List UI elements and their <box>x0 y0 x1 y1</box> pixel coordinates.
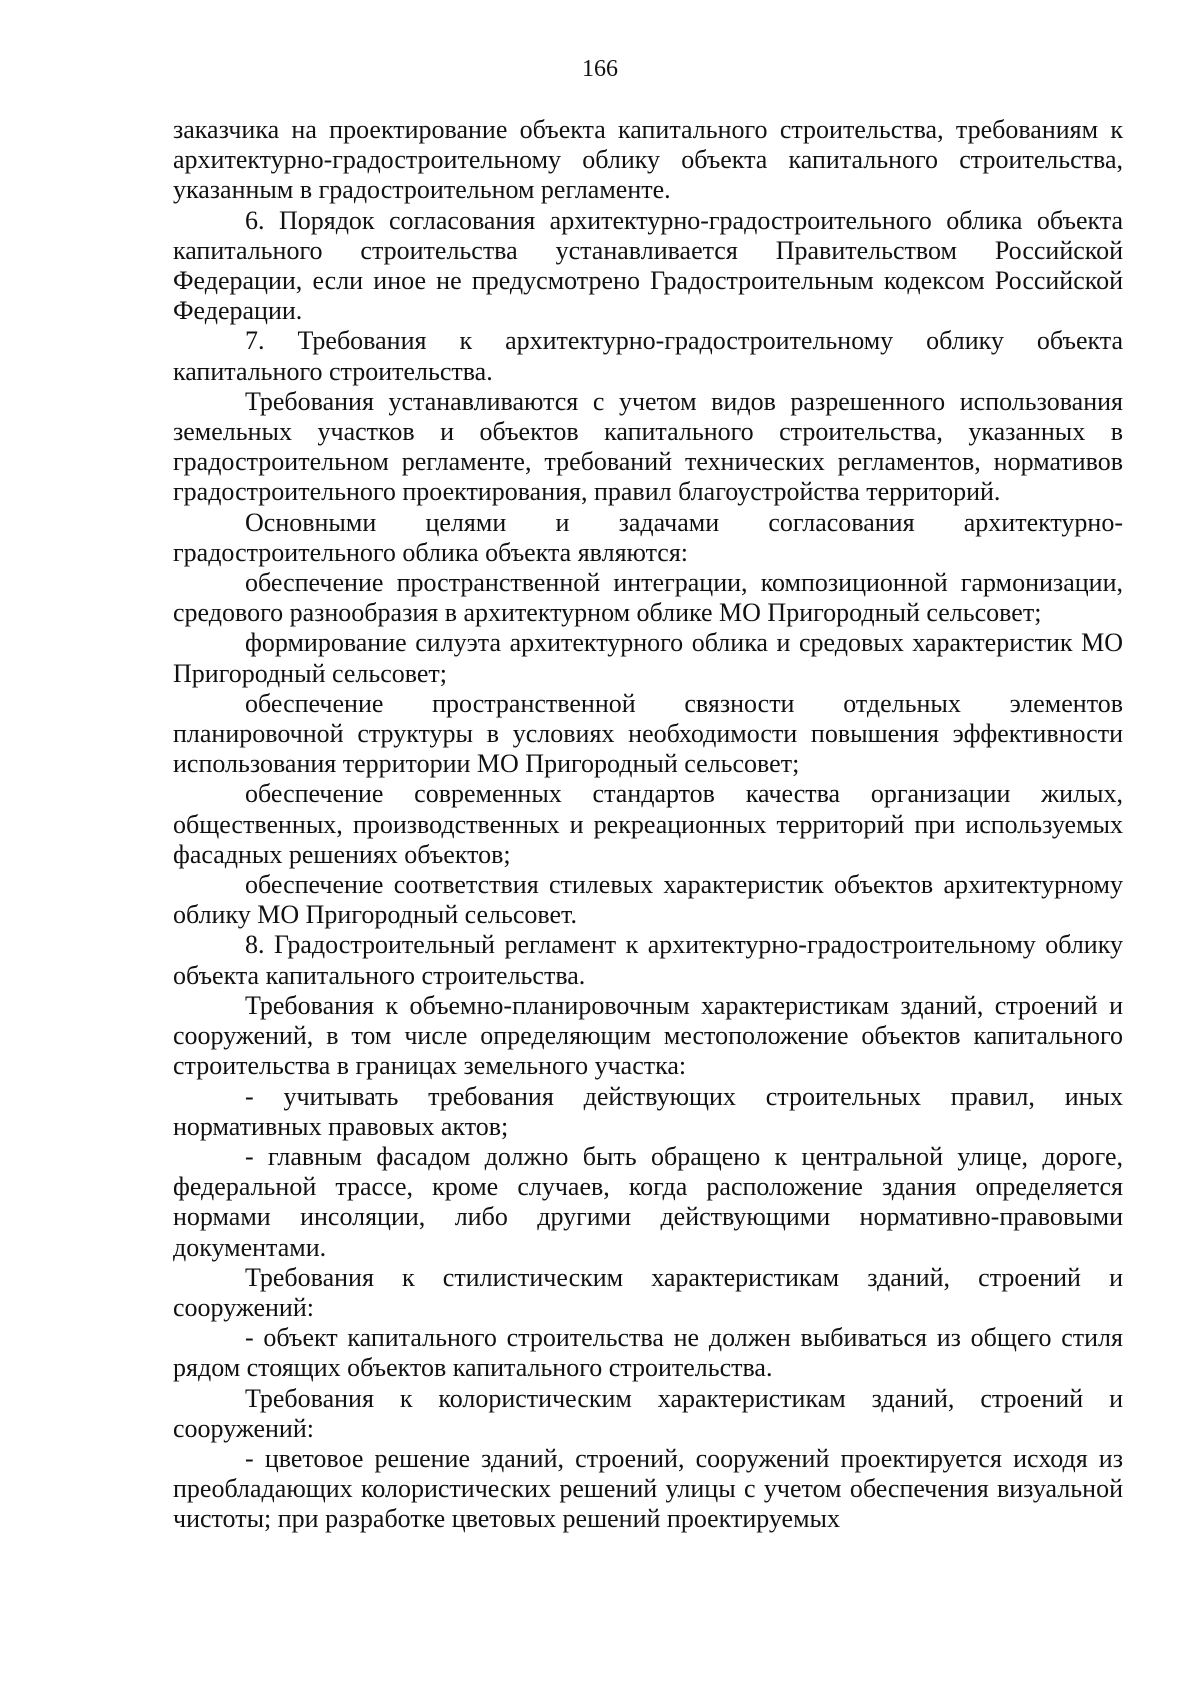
paragraph-item-7: 7. Требования к архитектурно-градостроительному облику объекта капитального строительства. <box>173 326 1123 386</box>
paragraph-bullet-color: - цветовое решение зданий, строений, сооружений проектируется исходя из преобладающих колористических решений улицы с учетом обеспечения визуальной чистоты; при разработке цветовых решений проектируемых <box>173 1443 1123 1534</box>
paragraph-goal-standards: обеспечение современных стандартов качества организации жилых, общественных, производственных и рекреационных территорий при используемых фасадных решениях объектов; <box>173 779 1123 869</box>
paragraph-requirements: Требования устанавливаются с учетом видов разрешенного использования земельных участков и объектов капитального строительства, указанных в градостроительном регламенте, требований технических регламентов, нормативов градостроительного проектирования, правил благоустройства территорий. <box>173 386 1123 507</box>
paragraph-item-8: 8. Градостроительный регламент к архитектурно-градостроительному облику объекта капитального строительства. <box>173 930 1123 990</box>
paragraph-bullet-facade: - главным фасадом должно быть обращено к центральной улице, дороге, федеральной трассе, кроме случаев, когда расположение здания определяется нормами инсоляции, либо другими действующими нормативно-правовыми документами. <box>173 1141 1123 1262</box>
paragraph-goal-integration: обеспечение пространственной интеграции, композиционной гармонизации, средового разнообразия в архитектурном облике МО Пригородный сельсовет; <box>173 568 1123 628</box>
paragraph-style-requirements: Требования к стилистическим характеристикам зданий, строений и сооружений: <box>173 1262 1123 1322</box>
paragraph-color-requirements: Требования к колористическим характеристикам зданий, строений и сооружений: <box>173 1383 1123 1443</box>
paragraph-goal-silhouette: формирование силуэта архитектурного облика и средовых характеристик МО Пригородный сельсовет; <box>173 628 1123 688</box>
paragraph-bullet-style: - объект капитального строительства не должен выбиваться из общего стиля рядом стоящих объектов капитального строительства. <box>173 1323 1123 1383</box>
paragraph-item-6: 6. Порядок согласования архитектурно-градостроительного облика объекта капитального строительства устанавливается Правительством Российской Федерации, если иное не предусмотрено Градостроительным кодексом Российской Федерации. <box>173 205 1123 326</box>
paragraph-goal-connectivity: обеспечение пространственной связности отдельных элементов планировочной структуры в условиях необходимости повышения эффективности использования территории МО Пригородный сельсовет; <box>173 688 1123 779</box>
paragraph-goals-intro: Основными целями и задачами согласования архитектурно-градостроительного облика объекта являются: <box>173 507 1123 567</box>
page-number: 166 <box>582 56 618 82</box>
paragraph-goal-style: обеспечение соответствия стилевых характеристик объектов архитектурному облику МО Пригородный сельсовет. <box>173 870 1123 930</box>
paragraph-continuation: заказчика на проектирование объекта капитального строительства, требованиям к архитектурно-градостроительному облику объекта капитального строительства, указанным в градостроительном регламенте. <box>173 115 1123 205</box>
document-body <box>173 115 1123 1535</box>
paragraph-volume-requirements: Требования к объемно-планировочным характеристикам зданий, строений и сооружений, в том числе определяющим местоположение объектов капитального строительства в границах земельного участка: <box>173 990 1123 1081</box>
paragraph-bullet-rules: - учитывать требования действующих строительных правил, иных нормативных правовых актов; <box>173 1081 1123 1141</box>
